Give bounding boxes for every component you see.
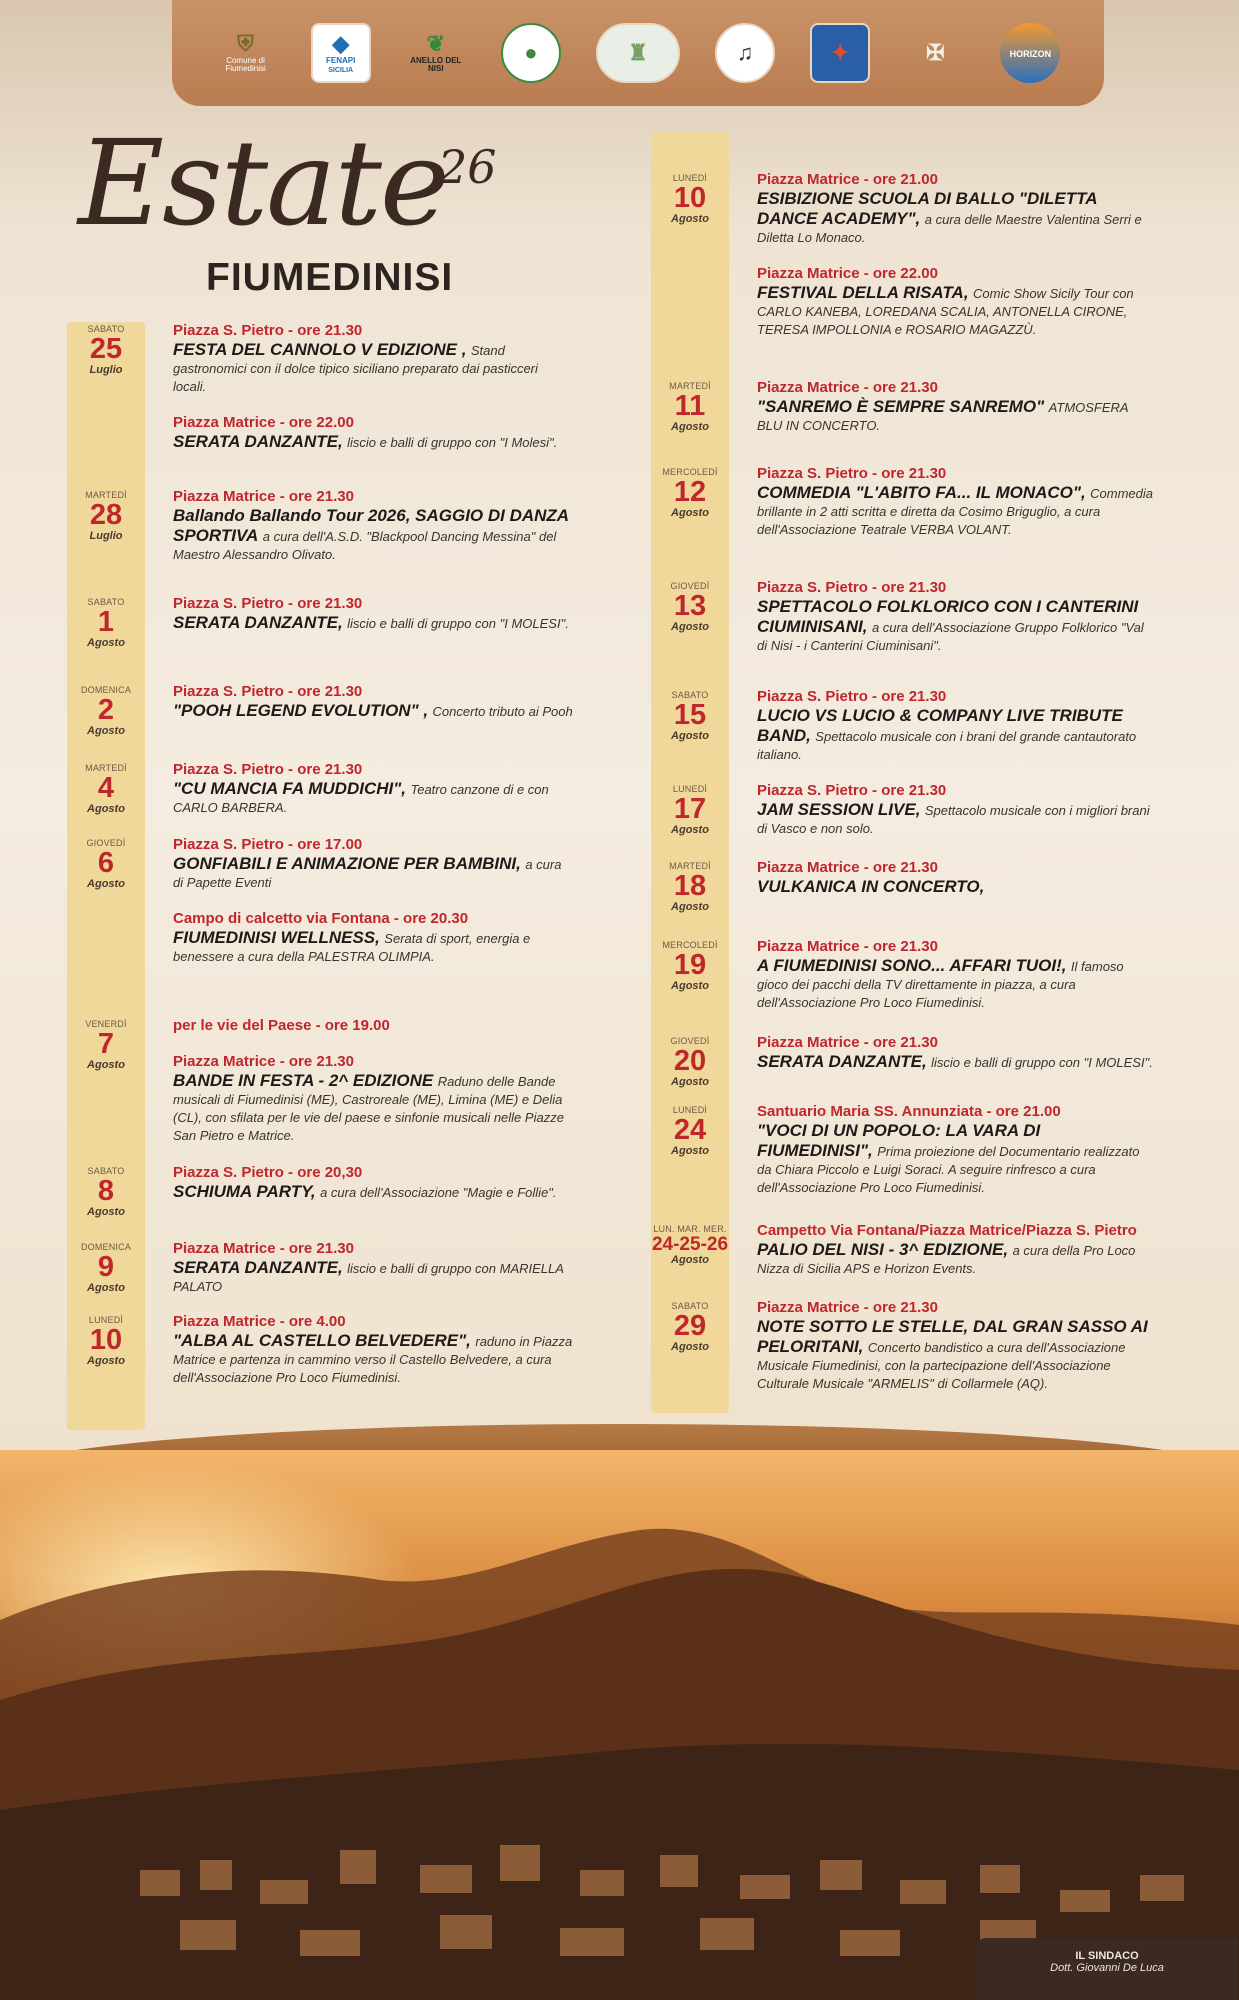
event-description: a cura della Pro Loco Nizza di Sicilia APS e Horizon Events. [757,1243,1136,1276]
event-title: "SANREMO È SEMPRE SANREMO" [757,397,1045,416]
event-text [757,283,1153,339]
event-weekday: LUNEDÌ [672,1105,708,1115]
event-weekday: MERCOLEDÌ [662,940,718,950]
event-description: ATMOSFERA BLU IN CONCERTO. [757,400,1129,433]
event-title: FIUMEDINISI WELLNESS, [173,928,380,947]
event-date [67,1315,145,1367]
event-venue-time: Campo di calcetto via Fontana - ore 20.30 [173,910,469,927]
event-details [757,1103,1153,1201]
event-month: Agosto [87,725,125,737]
event-month: Agosto [671,824,709,836]
event-item [173,1017,573,1035]
event-weekday: MARTEDÌ [669,861,711,871]
event-venue-time: Piazza Matrice - ore 21.30 [173,1053,354,1070]
event-title: "VOCI DI UN POPOLO: LA VARA DI FIUMEDINISI", [757,1121,1041,1160]
event-month: Agosto [671,1341,709,1353]
event-item [173,761,573,817]
event-title: SERATA DANZANTE, [173,1258,343,1277]
event-details [173,683,573,725]
event-day: 18 [673,870,707,902]
event-weekday: DOMENICA [80,685,132,695]
event-date [651,581,729,633]
event-weekday: MARTEDÌ [85,763,127,773]
comune-logo-label: Comune di Fiumedinisi [225,56,266,73]
event-description: a cura di Papette Eventi [173,857,562,890]
event-date [651,784,729,836]
event-date [651,940,729,992]
event-item [173,1240,573,1296]
title-town: FIUMEDINISI [206,256,454,299]
event-date [651,690,729,742]
event-text [173,779,573,817]
event-month: Agosto [671,980,709,992]
event-venue-time: Piazza Matrice - ore 22.00 [757,265,938,282]
event-weekday: MERCOLEDÌ [662,467,718,477]
event-item [173,322,573,396]
event-title: SERATA DANZANTE, [757,1052,927,1071]
event-details [173,1240,573,1300]
event-date [651,861,729,913]
event-date [67,685,145,737]
event-date [651,1036,729,1088]
event-month: Agosto [671,621,709,633]
event-description: liscio e balli di gruppo con "I MOLESI". [931,1055,1153,1070]
event-title: JAM SESSION LIVE, [757,800,921,819]
event-date [651,1224,729,1266]
event-weekday: SABATO [87,324,125,334]
event-day: 24 [673,1114,707,1146]
event-text [757,877,1153,897]
event-venue-time: Piazza Matrice - ore 21.30 [757,379,938,396]
event-description: Spettacolo musicale con i brani del grande cantautorato italiano. [757,729,1137,762]
event-item [173,1053,573,1145]
event-text [173,854,573,892]
event-title: SPETTACOLO FOLKLORICO CON I CANTERINI CIUMINISANI, [757,597,1139,636]
event-details [757,1034,1153,1076]
event-weekday: MARTEDÌ [669,381,711,391]
green-badge-icon: ● [524,40,538,65]
event-venue-time: Piazza Matrice - ore 4.00 [173,1313,346,1330]
event-day: 10 [673,182,707,214]
title-script: Estate [78,114,448,252]
event-venue-time: Piazza Matrice - ore 21.30 [757,1299,938,1316]
fenapi-map-icon: ◆ [332,30,350,56]
event-description: Teatro canzone di e con CARLO BARBERA. [173,782,549,815]
event-details [757,1222,1153,1282]
event-day: 24-25-26 [651,1234,729,1255]
event-text [173,1331,573,1387]
event-text [173,1071,573,1145]
event-description: a cura delle Maestre Valentina Serri e Diletta Lo Monaco. [757,212,1142,245]
event-item [757,688,1153,764]
event-description: liscio e balli di gruppo con MARIELLA PALATO [173,1261,564,1294]
event-month: Agosto [87,1355,125,1367]
mayor-signature-box [976,1938,1238,2000]
event-month: Agosto [671,1254,709,1266]
event-details [757,379,1153,439]
right-date-column [651,131,729,1413]
event-day: 10 [89,1324,123,1356]
event-title: FESTA DEL CANNOLO V EDIZIONE , [173,340,467,359]
event-description: Stand gastronomici con il dolce tipico siciliano preparato dai pasticceri locali. [173,343,538,394]
event-weekday: LUNEDÌ [88,1315,124,1325]
event-venue-time: Piazza S. Pietro - ore 21.30 [757,782,947,799]
event-month: Agosto [671,1145,709,1157]
blue-badge-logo [810,23,870,83]
event-title: "ALBA AL CASTELLO BELVEDERE", [173,1331,471,1350]
event-details [173,761,573,821]
event-item [757,465,1153,539]
event-weekday: SABATO [671,1301,709,1311]
event-item [173,910,573,966]
event-month: Agosto [671,1076,709,1088]
event-description: raduno in Piazza Matrice e partenza in cammino verso il Castello Belvedere, a cura dell'Associazione Pro Loco Fiumedinisi. [173,1334,573,1385]
event-item [757,1222,1153,1278]
event-text [757,956,1153,1012]
coat-of-arms-icon: ⛨ [237,31,254,56]
event-details [757,465,1153,543]
event-description: liscio e balli di gruppo con "I Molesi". [347,435,558,450]
event-description: Raduno delle Bande musicali di Fiumedinisi (ME), Castroreale (ME), Limina (ME) e Delia (CL), con sfilata per le vie del paese e sinfonie musicali nelle Piazze San Pietro e Matrice. [173,1074,564,1143]
event-month: Agosto [671,421,709,433]
event-text [173,701,573,721]
event-month: Agosto [87,637,125,649]
event-day: 11 [674,390,706,422]
event-venue-time: Piazza S. Pietro - ore 17.00 [173,836,363,853]
event-item [757,579,1153,655]
event-item [757,265,1153,339]
event-weekday: SABATO [87,1166,125,1176]
event-title: COMMEDIA "L'ABITO FA... IL MONACO", [757,483,1086,502]
event-date [651,173,729,225]
event-text [757,397,1153,435]
event-description: Il famoso gioco dei pacchi della TV direttamente in piazza, a cura dell'Associazione Pro Loco Fiumedinisi. [757,959,1124,1010]
mountain-silhouette [0,1450,1239,2000]
event-date [67,838,145,890]
event-day: 28 [89,499,123,531]
event-details [757,1299,1153,1397]
event-description: liscio e balli di gruppo con "I MOLESI". [347,616,569,631]
event-text [757,1052,1153,1072]
event-date [67,1019,145,1071]
event-description: a cura dell'Associazione "Magie e Follie". [320,1185,557,1200]
event-venue-time: Piazza Matrice - ore 21.30 [173,1240,354,1257]
event-weekday: LUNEDÌ [672,173,708,183]
event-item [757,1103,1153,1197]
sponsor-logo-band [172,0,1104,106]
event-description: Commedia brillante in 2 atti scritta e diretta da Cosimo Briguglio, a cura dell'Associazione Teatrale VERBA VOLANT. [757,486,1153,537]
event-month: Agosto [87,1206,125,1218]
event-day: 29 [673,1310,707,1342]
event-date [651,1301,729,1353]
event-month: Agosto [87,878,125,890]
event-title: GONFIABILI E ANIMAZIONE PER BAMBINI, [173,854,521,873]
event-details [173,836,573,970]
event-description: Concerto bandistico a cura dell'Associazione Musicale Fiumedinisi, con la partecipazione dell'Associazione Culturale Musicale "ARMELIS" di Collarmele (AQ). [757,1340,1126,1391]
event-venue-time: Piazza S. Pietro - ore 21.30 [173,683,363,700]
event-venue-time: Piazza S. Pietro - ore 21.30 [173,322,363,339]
event-details [173,1017,573,1149]
event-details [757,171,1153,343]
event-date [651,467,729,519]
event-text [757,1317,1153,1393]
anello-badge-logo [501,23,561,83]
event-item [757,1034,1153,1072]
event-venue-time: Piazza Matrice - ore 21.00 [757,171,938,188]
event-month: Agosto [671,730,709,742]
event-venue-time: Piazza Matrice - ore 21.30 [173,488,354,505]
event-venue-time: Santuario Maria SS. Annunziata - ore 21.00 [757,1103,1061,1120]
event-title: "POOH LEGEND EVOLUTION" , [173,701,429,720]
event-description: Spettacolo musicale con i migliori brani di Vasco e non solo. [757,803,1150,836]
event-title: LUCIO VS LUCIO & COMPANY LIVE TRIBUTE BAND, [757,706,1123,745]
event-weekday: DOMENICA [80,1242,132,1252]
event-title: BANDE IN FESTA - 2^ EDIZIONE [173,1071,434,1090]
fenapi-logo-label: FENAPI [325,55,356,65]
music-seal-icon: ♫ [736,40,754,65]
event-month: Agosto [87,1059,125,1071]
event-details [173,1313,573,1391]
event-title: FESTIVAL DELLA RISATA, [757,283,969,302]
event-month: Luglio [89,364,123,376]
castle-icon: ♜ [628,40,648,65]
event-day: 25 [89,333,123,365]
event-item [757,171,1153,247]
event-description: a cura dell'A.S.D. "Blackpool Dancing Messina" del Maestro Alessandro Olivato. [173,529,557,562]
event-text [757,1240,1153,1278]
event-venue-time: Campetto Via Fontana/Piazza Matrice/Piazza S. Pietro [757,1222,1137,1239]
event-title: "CU MANCIA FA MUDDICHI", [173,779,407,798]
event-text [173,340,573,396]
event-text [757,706,1153,764]
event-text [757,1121,1153,1197]
event-item [757,938,1153,1012]
event-title: A FIUMEDINISI SONO... AFFARI TUOI!, [757,956,1067,975]
event-item [173,1164,573,1202]
event-weekday: MARTEDÌ [85,490,127,500]
event-month: Agosto [87,1282,125,1294]
event-date [67,763,145,815]
event-date [67,597,145,649]
event-venue-time: Piazza Matrice - ore 21.30 [757,1034,938,1051]
event-details [757,859,1153,901]
event-item [757,859,1153,897]
event-text [173,506,573,564]
event-title: ESIBIZIONE SCUOLA DI BALLO "DILETTA DANCE ACADEMY", [757,189,1097,228]
event-details [173,322,573,456]
event-venue-time: Piazza S. Pietro - ore 21.30 [757,579,947,596]
event-weekday: GIOVEDÌ [670,581,710,591]
event-weekday: SABATO [87,597,125,607]
comune-logo [216,23,276,83]
event-title: NOTE SOTTO LE STELLE, DAL GRAN SASSO AI PELORITANI, [757,1317,1148,1356]
event-weekday: LUN. MAR. MER. [653,1224,727,1234]
event-venue-time: Piazza S. Pietro - ore 21.30 [757,688,947,705]
event-day: 19 [673,949,707,981]
event-weekday: SABATO [671,690,709,700]
mayor-name: Dott. Giovanni De Luca [1050,1962,1164,1974]
event-text [757,800,1153,838]
event-day: 1 [97,606,115,638]
event-details [757,579,1153,659]
event-title: VULKANICA IN CONCERTO, [757,877,985,896]
event-title: SERATA DANZANTE, [173,613,343,632]
landscape-photo [0,1450,1239,2000]
event-venue-time: Piazza S. Pietro - ore 20,30 [173,1164,363,1181]
event-details [757,688,1153,768]
event-item [757,782,1153,838]
event-day: 17 [673,793,707,825]
leaf-icon: ❦ [426,31,445,56]
crest-icon: ✠ [926,40,945,65]
event-title: Ballando Ballando Tour 2026, SAGGIO DI DANZA SPORTIVA [173,506,569,545]
event-venue-time: Piazza Matrice - ore 22.00 [173,414,354,431]
event-text [173,613,573,633]
event-month: Agosto [671,507,709,519]
event-month: Agosto [87,803,125,815]
event-month: Luglio [89,530,123,542]
event-venue-time: Piazza S. Pietro - ore 21.30 [173,595,363,612]
event-details [173,1164,573,1206]
event-item [173,1313,573,1387]
event-text [757,597,1153,655]
event-description: Comic Show Sicily Tour con CARLO KANEBA, LOREDANA SCALIA, ANTONELLA CIRONE, TERESA IMPOLLONIA e ROSARIO MAGAZZÙ. [757,286,1134,337]
event-item [173,414,573,452]
event-date [651,381,729,433]
event-venue-time: Piazza S. Pietro - ore 21.30 [173,761,363,778]
event-venue-time: per le vie del Paese - ore 19.00 [173,1017,390,1034]
horizon-logo-label: HORIZON [1009,48,1052,59]
event-description: Concerto tributo ai Pooh [432,704,573,719]
event-details [757,938,1153,1016]
event-date [651,1105,729,1157]
event-day: 4 [97,772,115,804]
fenapi-logo [311,23,371,83]
event-item [173,836,573,892]
event-month: Agosto [671,213,709,225]
event-details [757,782,1153,842]
event-day: 2 [97,694,115,726]
event-text [173,1258,573,1296]
event-item [173,488,573,564]
event-item [757,379,1153,435]
anello-logo-label: ANELLO DEL NISI [410,56,462,73]
event-description: Serata di sport, energia e benessere a cura della PALESTRA OLIMPIA. [173,931,531,964]
event-details [173,488,573,568]
event-text [757,189,1153,247]
event-date [67,490,145,542]
event-text [757,483,1153,539]
associazione-musicale-logo [715,23,775,83]
event-month: Agosto [671,901,709,913]
event-weekday: GIOVEDÌ [670,1036,710,1046]
event-item [173,683,573,721]
blue-emblem-icon: ✦ [830,40,850,65]
event-day: 13 [673,590,707,622]
event-title: PALIO DEL NISI - 3^ EDIZIONE, [757,1240,1009,1259]
event-text [173,432,573,452]
event-description: a cura dell'Associazione Gruppo Folklorico "Val di Nisi - i Canterini Ciuminisani". [757,620,1144,653]
event-title: SERATA DANZANTE, [173,432,343,451]
event-weekday: LUNEDÌ [672,784,708,794]
fenapi-logo-sub: SICILIA [328,66,354,74]
event-item [757,1299,1153,1393]
event-day: 12 [673,476,707,508]
event-venue-time: Piazza S. Pietro - ore 21.30 [757,465,947,482]
event-date [67,1166,145,1218]
anello-del-nisi-logo [406,23,466,83]
event-title: SCHIUMA PARTY, [173,1182,316,1201]
event-text [173,1182,573,1202]
castle-emblem-logo [596,23,680,83]
event-date [67,324,145,376]
event-description: Prima proiezione del Documentario realizzato da Chiara Piccolo e Luigi Soraci. A seguire rinfresco a cura dell'Associazione Pro Loco Fiumedinisi. [757,1144,1140,1195]
horizon-logo [1000,23,1060,83]
event-date [67,1242,145,1294]
coat-of-arms-logo [905,23,965,83]
event-item [173,595,573,633]
event-text [173,928,573,966]
event-weekday: GIOVEDÌ [86,838,126,848]
event-venue-time: Piazza Matrice - ore 21.30 [757,859,938,876]
event-venue-time: Piazza Matrice - ore 21.30 [757,938,938,955]
event-day: 8 [97,1175,115,1207]
event-day: 9 [97,1251,115,1283]
event-weekday: VENERDÌ [85,1019,127,1029]
mayor-role: IL SINDACO [1075,1950,1139,1962]
event-details [173,595,573,637]
event-day: 20 [673,1045,707,1077]
event-day: 15 [673,699,707,731]
title-year: 26 [438,140,497,194]
event-day: 7 [97,1028,115,1060]
event-day: 6 [97,847,115,879]
